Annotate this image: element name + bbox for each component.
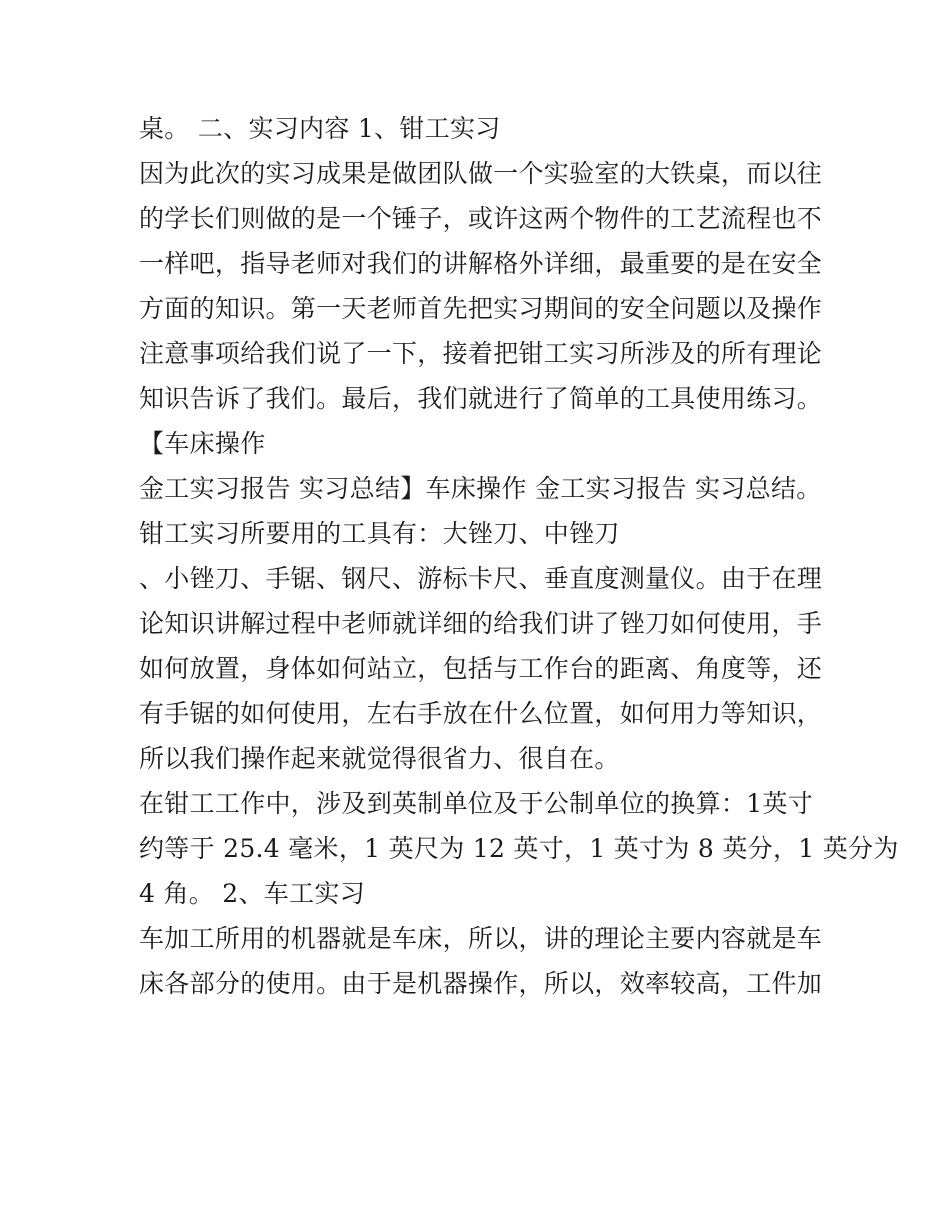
text-line: 钳工实习所要用的工具有：大锉刀、中锉刀 xyxy=(139,519,620,548)
text-line: 约等于 25.4 毫米，1 英尺为 12 英寸，1 英寸为 8 英分，1 英分为 xyxy=(139,834,899,863)
text-line: 一样吧，指导老师对我们的讲解格外详细，最重要的是在安全 xyxy=(139,249,823,278)
text-line: 金工实习报告 实习总结】车床操作 金工实习报告 实习总结。 xyxy=(139,474,822,503)
text-line: 如何放置，身体如何站立，包括与工作台的距离、角度等，还 xyxy=(139,654,823,683)
text-line: 在钳工工作中，涉及到英制单位及于公制单位的换算：1英寸 xyxy=(139,789,814,818)
text-line: 所以我们操作起来就觉得很省力、很自在。 xyxy=(139,744,620,773)
text-line: 注意事项给我们说了一下，接着把钳工实习所涉及的所有理论 xyxy=(139,339,823,368)
text-line: 、小锉刀、手锯、钢尺、游标卡尺、垂直度测量仪。由于在理 xyxy=(139,564,823,593)
text-line: 因为此次的实习成果是做团队做一个实验室的大铁桌，而以往 xyxy=(139,159,823,188)
text-line: 4 角。 2、车工实习 xyxy=(139,879,366,908)
text-line: 知识告诉了我们。最后，我们就进行了简单的工具使用练习。 xyxy=(139,384,823,413)
text-line: 床各部分的使用。由于是机器操作，所以，效率较高，工件加 xyxy=(139,969,823,998)
text-line: 方面的知识。第一天老师首先把实习期间的安全问题以及操作 xyxy=(139,294,823,323)
text-line: 桌。 二、实习内容 1、钳工实习 xyxy=(139,114,501,143)
document-body xyxy=(139,106,899,1006)
text-line: 车加工所用的机器就是车床，所以，讲的理论主要内容就是车 xyxy=(139,924,823,953)
text-line: 论知识讲解过程中老师就详细的给我们讲了锉刀如何使用，手 xyxy=(139,609,823,638)
text-line: 【车床操作 xyxy=(139,429,266,458)
text-line: 的学长们则做的是一个锤子，或许这两个物件的工艺流程也不 xyxy=(139,204,823,233)
text-line: 有手锯的如何使用，左右手放在什么位置，如何用力等知识， xyxy=(139,699,823,728)
